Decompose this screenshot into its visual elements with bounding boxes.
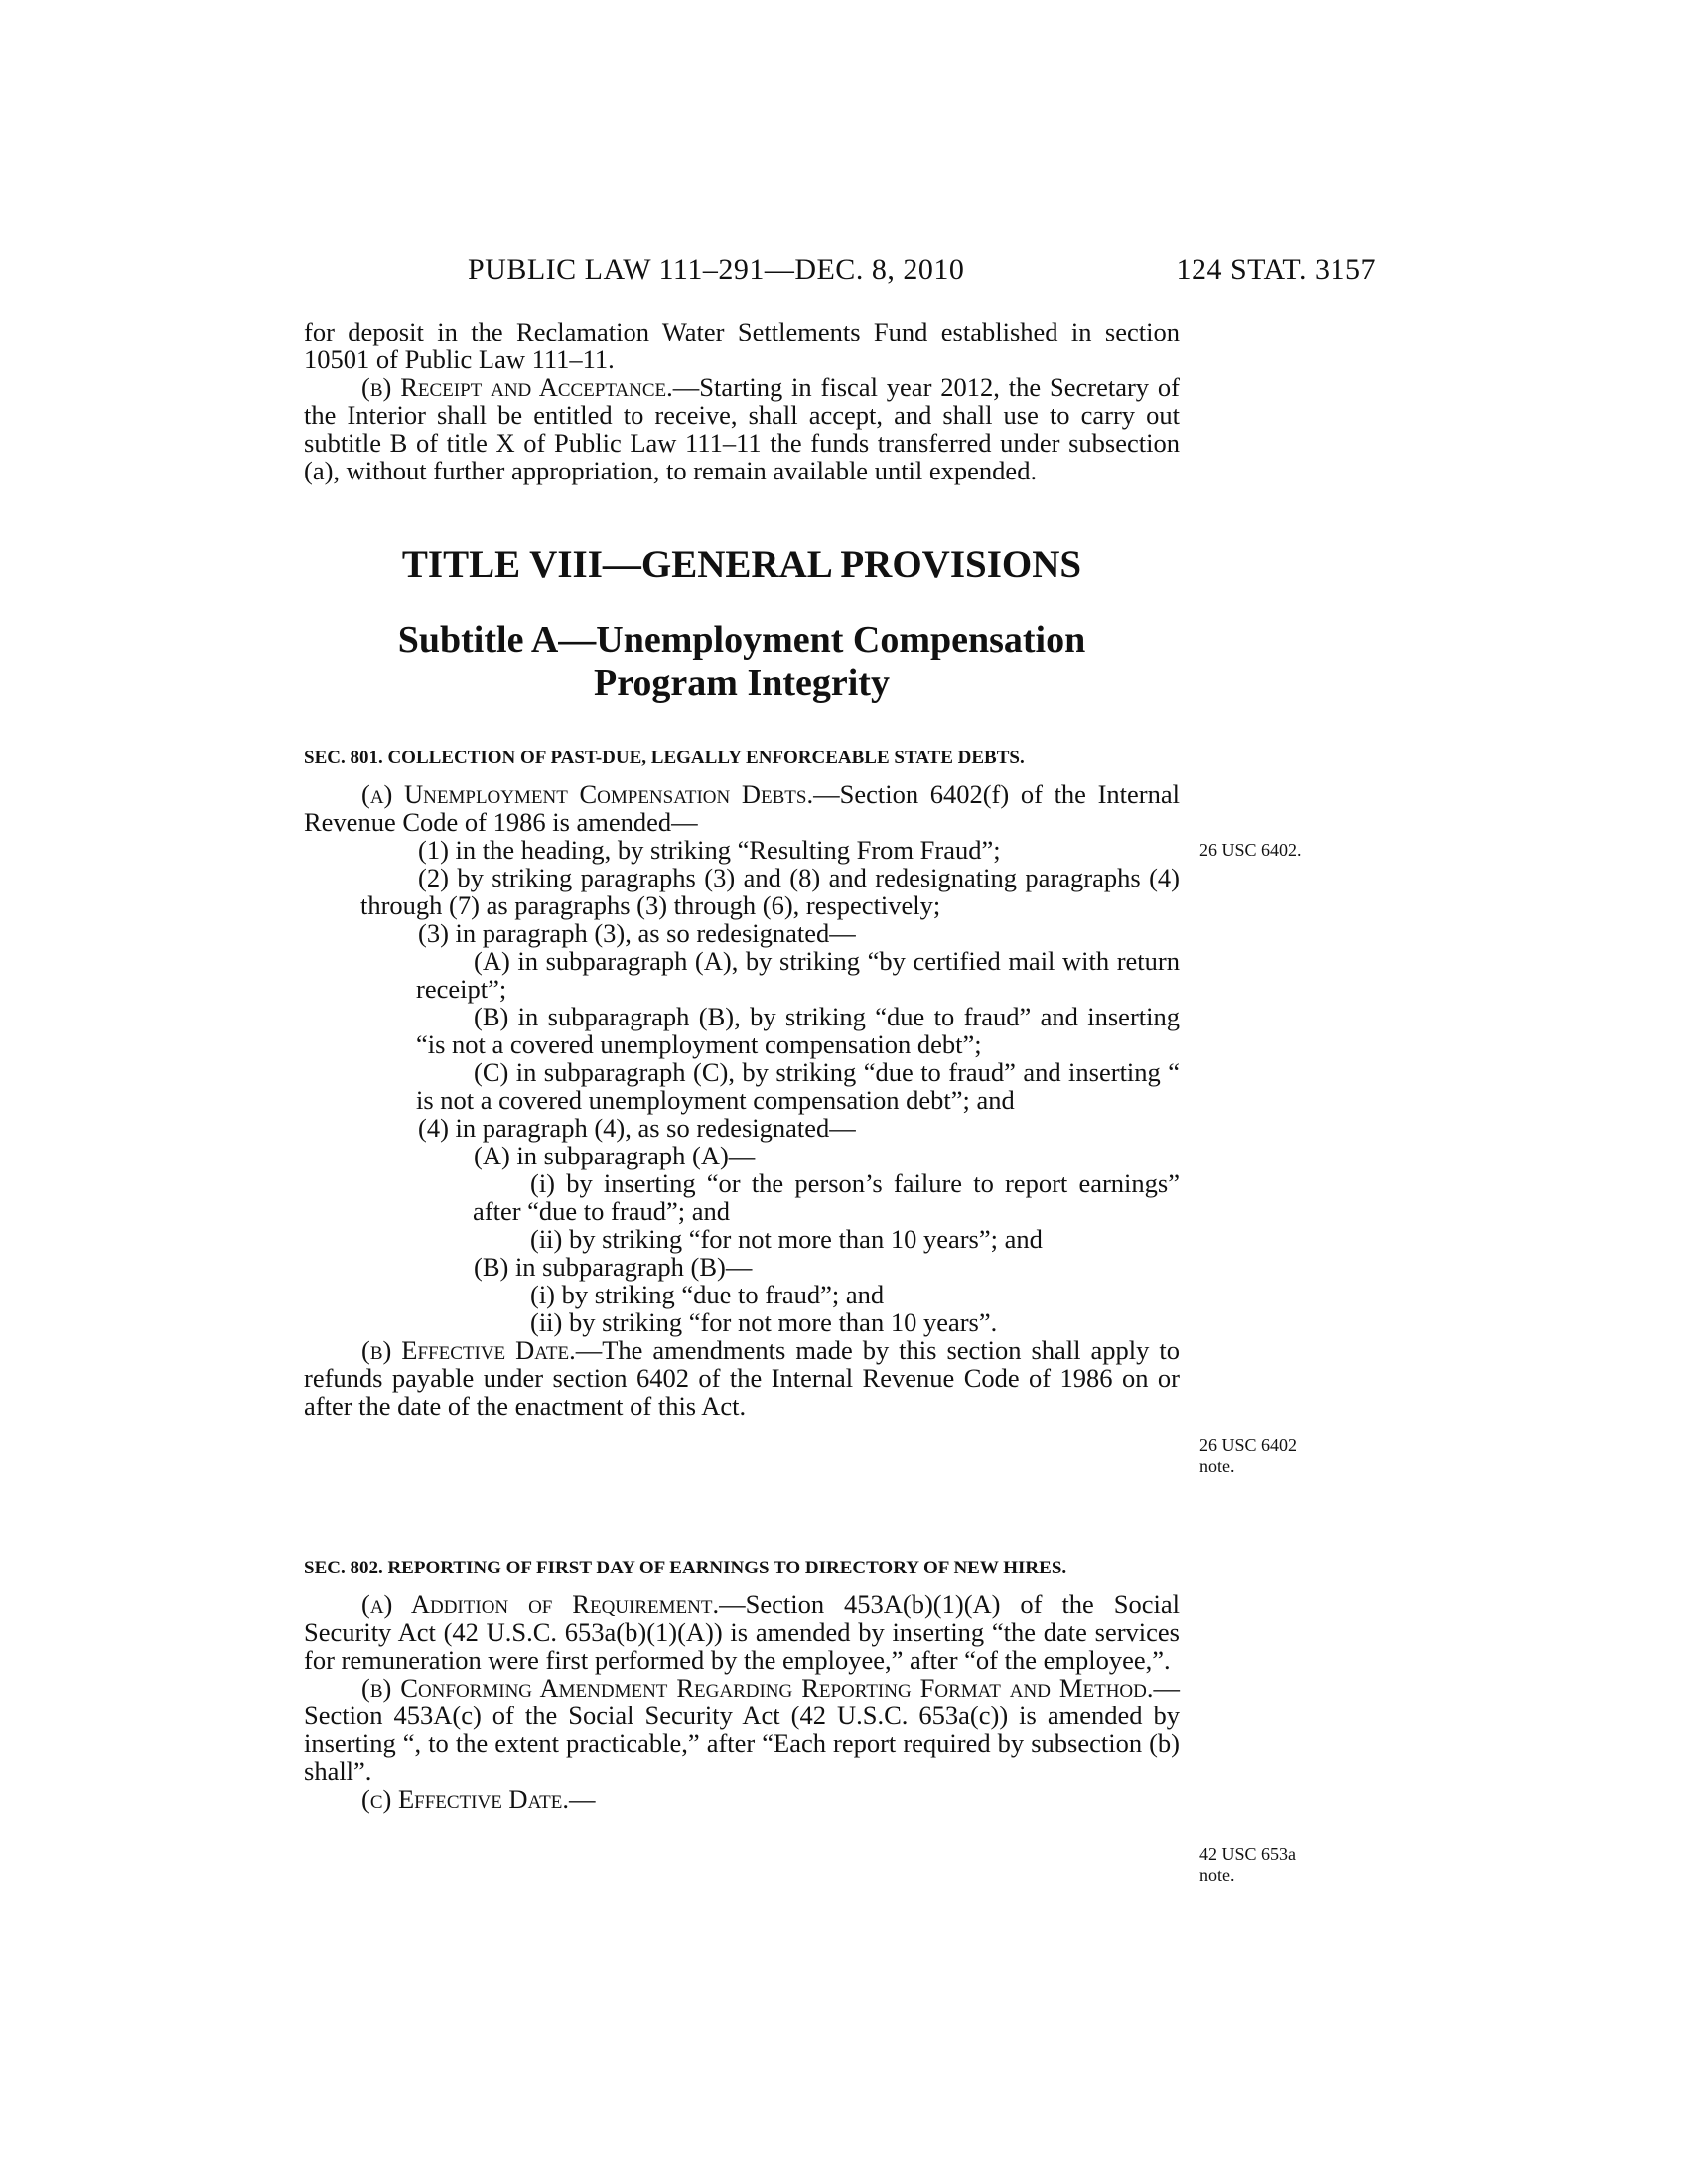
paragraph-3: (3) in paragraph (3), as so redesignated—	[418, 918, 856, 948]
subtitle-heading	[304, 619, 1180, 705]
paragraph-text: —Starting in fiscal year 2012, the Secretary of the Interior shall be entitled to receive, shall accept, and shall use to carry out subtitle B of title X of Public Law 111–11 the funds transferred under subsection (a), without further appropriation, to remain available until expended.	[304, 372, 1180, 485]
subsection-c	[304, 1785, 1180, 1813]
subparagraph-3c: (C) in subparagraph (C), by striking “due to fraud” and inserting “ is not a covered unemployment compensation debt”; and	[416, 1057, 1180, 1115]
clause-4a-i: (i) by inserting “or the person’s failure to report earnings” after “due to fraud”; and	[473, 1168, 1180, 1226]
subsection-text: —The amendments made by this section shall apply to refunds payable under section 6402 of the Internal Revenue Code of 1986 on or after the date of the enactment of this Act.	[304, 1335, 1180, 1421]
subtitle-line-1: Subtitle A—Unemployment Compensation	[397, 619, 1086, 661]
subsection-label: (c) Effective Date.	[361, 1784, 570, 1814]
margin-note-line: 42 USC 653a	[1199, 1844, 1297, 1864]
subtitle-line-2: Program Integrity	[594, 662, 890, 704]
subsection-text: —Section 453A(b)(1)(A) of the Social Security Act (42 U.S.C. 653a(b)(1)(A)) is amended by inserting “the date services for remuneration were first performed by the employee,” after “of the employee,”.	[304, 1589, 1180, 1675]
paragraph-label: (b) Receipt and Acceptance.	[361, 372, 673, 402]
subsection-a	[304, 780, 1180, 836]
subparagraph-3a: (A) in subparagraph (A), by striking “by certified mail with return receipt”;	[416, 946, 1180, 1004]
subsection-text: —Section 6402(f) of the Internal Revenue Code of 1986 is amended—	[304, 779, 1180, 837]
subsection-label: (b) Effective Date.	[361, 1335, 576, 1365]
title-heading: TITLE VIII—GENERAL PROVISIONS	[401, 543, 1082, 586]
subsection-text: —Section 453A(c) of the Social Security Act (42 U.S.C. 653a(c)) is amended by inserting “, to the extent practicable,” after “Each report required by subsection (b) shall”.	[304, 1673, 1180, 1786]
section-802	[304, 1557, 1180, 1813]
clause-4b-ii: (ii) by striking “for not more than 10 years”.	[530, 1307, 998, 1337]
subparagraph-4a: (A) in subparagraph (A)—	[474, 1141, 756, 1170]
margin-note-usc-6402-note	[1199, 1435, 1338, 1477]
subparagraph-3b: (B) in subparagraph (B), by striking “due to fraud” and inserting “is not a covered unemployment compensation debt”;	[416, 1002, 1180, 1059]
margin-note-line: note.	[1199, 1865, 1235, 1885]
clause-4a-ii: (ii) by striking “for not more than 10 years”; and	[530, 1224, 1043, 1254]
section-heading: SEC. 801. COLLECTION OF PAST-DUE, LEGALLY ENFORCEABLE STATE DEBTS.	[304, 748, 1025, 768]
section-heading: SEC. 802. REPORTING OF FIRST DAY OF EARNINGS TO DIRECTORY OF NEW HIRES.	[304, 1558, 1067, 1578]
subparagraph-4b: (B) in subparagraph (B)—	[474, 1252, 753, 1282]
margin-note-line: 26 USC 6402	[1199, 1435, 1298, 1455]
margin-note-usc-653a-note	[1199, 1844, 1338, 1886]
receipt-acceptance-paragraph	[304, 373, 1180, 484]
subsection-label: (a) Unemployment Compensation Debts.	[361, 779, 814, 809]
section-801	[304, 747, 1180, 1420]
subsection-text: —	[569, 1784, 596, 1814]
intro-paragraph: for deposit in the Reclamation Water Settlements Fund established in section 10501 of Public Law 111–11.	[304, 317, 1180, 374]
public-law-citation: PUBLIC LAW 111–291—DEC. 8, 2010	[468, 253, 965, 286]
subsection-label: (a) Addition of Requirement.	[361, 1589, 720, 1619]
margin-note-line: note.	[1199, 1456, 1235, 1476]
subsection-b	[304, 1336, 1180, 1420]
statute-page-number: 124 STAT. 3157	[1176, 253, 1376, 286]
paragraph-1: (1) in the heading, by striking “Resulting From Fraud”;	[418, 835, 1001, 865]
subsection-label: (b) Conforming Amendment Regarding Reporting Format and Method.	[361, 1673, 1154, 1703]
clause-4b-i: (i) by striking “due to fraud”; and	[530, 1280, 885, 1309]
paragraph-4: (4) in paragraph (4), as so redesignated—	[418, 1113, 856, 1143]
intro-block	[304, 318, 1180, 484]
subsection-b	[304, 1674, 1180, 1785]
running-header	[304, 250, 1376, 290]
subsection-a	[304, 1590, 1180, 1674]
margin-note-usc-6402: 26 USC 6402.	[1199, 840, 1302, 860]
paragraph-2: (2) by striking paragraphs (3) and (8) and redesignating paragraphs (4) through (7) as paragraphs (3) through (6), respectively;	[360, 863, 1180, 920]
